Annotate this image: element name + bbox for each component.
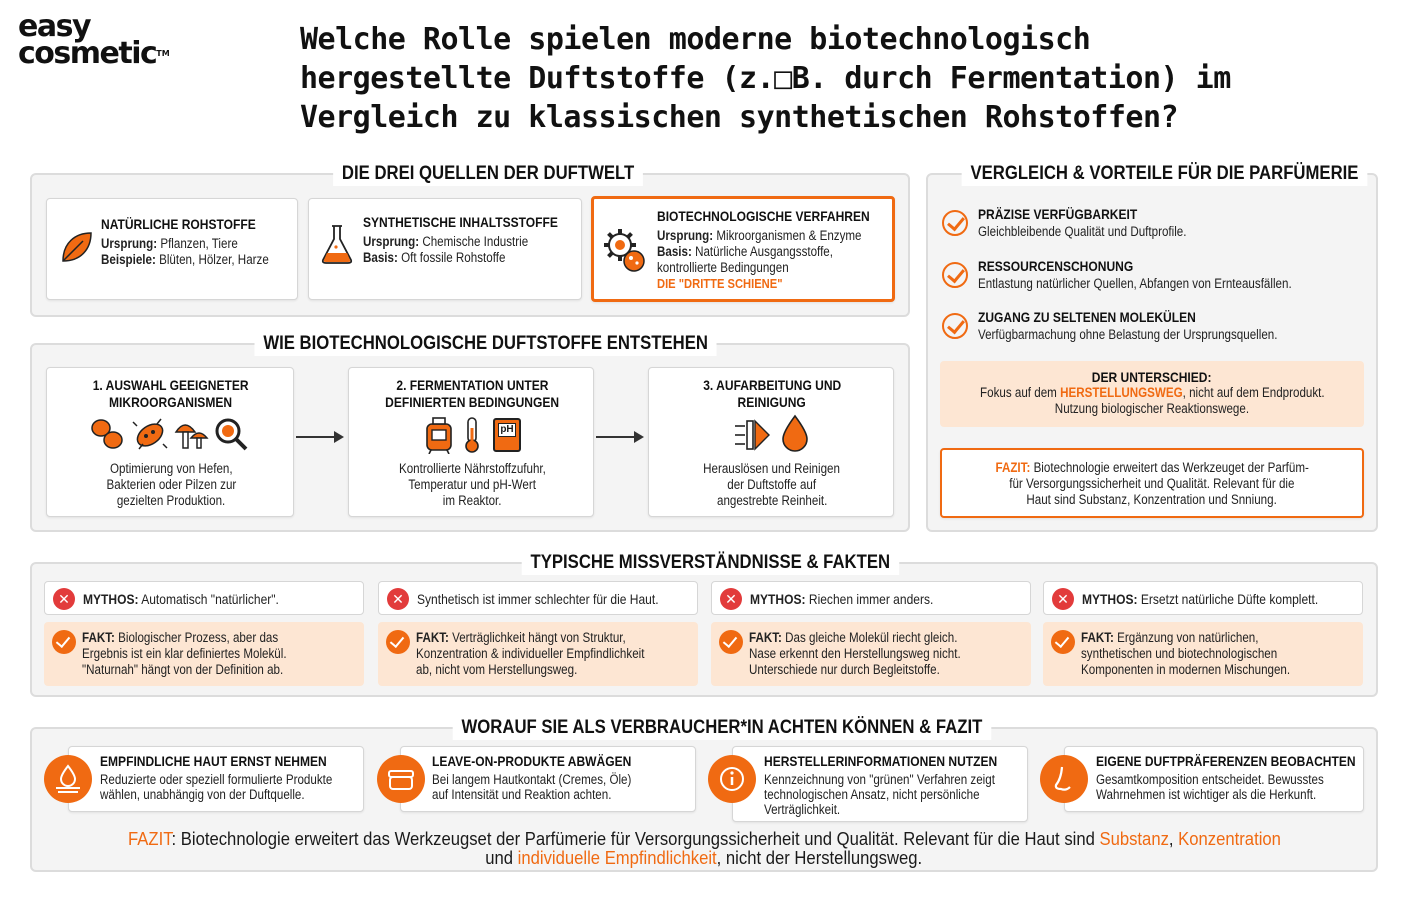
fact-text: FAKT: Das gleiche Molekül riecht gleich. xyxy=(749,630,958,645)
step-desc: Bakterien oder Pilzen zur xyxy=(106,477,236,492)
advantage-title: RESSOURCENSCHONUNG xyxy=(978,258,1134,274)
gear-microbe-icon xyxy=(600,225,650,275)
tip-text: Gesamtkomposition entscheidet. Bewusstes xyxy=(1096,772,1324,787)
fact-box xyxy=(44,622,364,686)
myth-text: MYTHOS: Ersetzt natürliche Düfte komplett. xyxy=(1082,591,1319,607)
myth-box xyxy=(44,581,364,615)
check-icon xyxy=(52,630,76,654)
process-step-2 xyxy=(348,367,594,517)
nose-icon xyxy=(1040,755,1088,803)
tip-title: LEAVE-ON-PRODUKTE ABWÄGEN xyxy=(432,753,632,769)
process-step-3 xyxy=(648,367,894,517)
flask-icon xyxy=(319,223,355,265)
process-arrow xyxy=(296,436,342,438)
step-title: 1. AUSWAHL GEEIGNETER xyxy=(93,377,249,393)
ph-meter-icon xyxy=(493,418,521,452)
filter-icon xyxy=(733,418,773,452)
myths-heading: TYPISCHE MISSVERSTÄNDNISSE & FAKTEN xyxy=(522,551,899,575)
magnifier-icon xyxy=(213,416,249,452)
check-icon xyxy=(1051,630,1075,654)
source-basis: Basis: Oft fossile Rohstoffe xyxy=(363,250,506,265)
cross-icon: ✕ xyxy=(720,588,742,610)
check-icon xyxy=(942,262,968,288)
fazit-text: FAZIT: Biotechnologie erweitert das Werkzeuget der Parfüm- xyxy=(995,460,1309,475)
check-icon xyxy=(719,630,743,654)
cross-icon: ✕ xyxy=(387,588,409,610)
fazit-text: Haut sind Substanz, Konzentration und Snniung. xyxy=(1026,492,1278,507)
source-title: SYNTHETISCHE INHALTSSTOFFE xyxy=(363,214,558,230)
advantage-text: Verfügbarmachung ohne Belastung der Ursprungsquellen. xyxy=(978,327,1278,342)
source-basis-cont: kontrollierte Bedingungen xyxy=(657,260,789,275)
ph-label: pH xyxy=(498,423,516,437)
process-step-1 xyxy=(46,367,294,517)
step-desc: der Duftstoffe auf xyxy=(727,477,817,492)
myth-box xyxy=(378,581,698,615)
myth-text: Synthetisch ist immer schlechter für die Haut. xyxy=(417,591,659,607)
logo-line-2: cosmetic™ xyxy=(18,36,170,71)
fact-text: ab, nicht vom Herstellungsweg. xyxy=(416,662,578,677)
tip-text: technologischen Ansatz, nicht persönliche xyxy=(764,787,980,802)
logo-line-1: easy xyxy=(18,9,91,44)
myth-text: MYTHOS: Automatisch "natürlicher". xyxy=(83,591,279,607)
step-desc: Temperatur und pH-Wert xyxy=(408,477,536,492)
cross-icon: ✕ xyxy=(1052,588,1074,610)
sources-heading: DIE DREI QUELLEN DER DUFTWELT xyxy=(333,162,643,186)
source-origin: Ursprung: Mikroorganismen & Enzyme xyxy=(657,228,862,243)
step-title-cont: MIKROORGANISMEN xyxy=(109,394,233,410)
step-title-cont: DEFINIERTEN BEDINGUNGEN xyxy=(385,394,559,410)
cream-jar-icon xyxy=(377,755,425,803)
tip-text: wählen, unabhängig von der Duftquelle. xyxy=(100,787,305,802)
advantage-text: Entlastung natürlicher Quellen, Abfangen von Ernteausfällen. xyxy=(978,276,1292,291)
myth-box xyxy=(1043,581,1363,615)
source-origin: Ursprung: Pflanzen, Tiere xyxy=(101,236,238,251)
fact-text: FAKT: Ergänzung von natürlichen, xyxy=(1081,630,1259,645)
advantage-title: ZUGANG ZU SELTENEN MOLEKÜLEN xyxy=(978,309,1196,325)
difference-text: Fokus auf dem HERSTELLUNGSWEG, nicht auf dem Endprodukt. xyxy=(979,385,1325,400)
step-desc: Herauslösen und Reinigen xyxy=(703,461,841,476)
page-title: Welche Rolle spielen moderne biotechnologisch hergestellte Duftstoffe (z.□B. durch Fermentation) im Vergleich zu klassischen synthetischen Rohstoffen? xyxy=(300,22,1231,135)
fazit-text: für Versorgungssicherheit und Qualität. Relevant für die xyxy=(1009,476,1295,491)
source-card-synthetic xyxy=(308,198,582,300)
cross-icon: ✕ xyxy=(53,588,75,610)
consumer-heading: WORAUF SIE ALS VERBRAUCHER*IN ACHTEN KÖNNEN & FAZIT xyxy=(453,716,991,740)
fact-box xyxy=(378,622,698,686)
tip-text: auf Intensität und Reaktion achten. xyxy=(432,787,612,802)
skin-drop-icon xyxy=(44,755,92,803)
tip-title: HERSTELLERINFORMATIONEN NUTZEN xyxy=(764,753,998,769)
fact-text: FAKT: Biologischer Prozess, aber das xyxy=(82,630,279,645)
check-icon xyxy=(942,313,968,339)
source-examples: Beispiele: Blüten, Hölzer, Harze xyxy=(101,252,269,267)
bottom-fazit: FAZIT: Biotechnologie erweitert das Werkzeugset der Parfümerie für Versorgungssicherheit und Qualität. Relevant für die Haut sind Substanz, Konzentration und individuelle Empfindlichkeit, nicht der Herstellungsweg. xyxy=(127,828,1281,868)
compare-fazit-box xyxy=(940,448,1364,518)
step-title-cont: REINIGUNG xyxy=(737,394,807,410)
info-icon xyxy=(708,755,756,803)
third-track-label: DIE "DRITTE SCHIENE" xyxy=(657,276,783,291)
step-desc: angestrebte Reinheit. xyxy=(716,493,828,508)
advantage-title: PRÄZISE VERFÜGBARKEIT xyxy=(978,206,1138,222)
fact-text: Nase erkennt den Herstellungsweg nicht. xyxy=(749,646,961,661)
mushroom-icon xyxy=(173,416,209,452)
difference-box xyxy=(940,361,1364,427)
bioreactor-icon xyxy=(423,416,455,454)
process-heading: WIE BIOTECHNOLOGISCHE DUFTSTOFFE ENTSTEHEN xyxy=(255,332,717,356)
myth-text: MYTHOS: Riechen immer anders. xyxy=(750,591,934,607)
source-basis: Basis: Natürliche Ausgangsstoffe, xyxy=(657,244,833,259)
tip-text: Verträglichkeit. xyxy=(764,802,841,817)
source-origin: Ursprung: Chemische Industrie xyxy=(363,234,529,249)
bacteria-icon xyxy=(131,416,169,452)
thermometer-icon xyxy=(461,416,483,454)
fact-box xyxy=(711,622,1031,686)
step-desc: gezielten Produktion. xyxy=(116,493,226,508)
difference-title: DER UNTERSCHIED: xyxy=(1092,369,1212,385)
yeast-cells-icon xyxy=(89,416,125,452)
fact-text: synthetischen und biotechnologischen xyxy=(1081,646,1278,661)
compare-heading: VERGLEICH & VORTEILE FÜR DIE PARFÜMERIE xyxy=(962,162,1368,186)
process-arrow xyxy=(596,436,642,438)
fact-text: Komponenten in modernen Mischungen. xyxy=(1081,662,1291,677)
leaf-icon xyxy=(59,229,95,265)
tip-text: Kennzeichnung von "grünen" Verfahren zeigt xyxy=(764,772,995,787)
source-card-natural xyxy=(46,198,298,300)
tip-text: Wahrnehmen ist wichtiger als die Herkunft. xyxy=(1096,787,1317,802)
check-icon xyxy=(386,630,410,654)
difference-text-2: Nutzung biologischer Reaktionswege. xyxy=(1054,401,1250,416)
step-desc: Optimierung von Hefen, xyxy=(109,461,233,476)
fact-box xyxy=(1043,622,1363,686)
step-desc: Kontrollierte Nährstoffzufuhr, xyxy=(398,461,546,476)
check-icon xyxy=(942,210,968,236)
tip-title: EMPFINDLICHE HAUT ERNST NEHMEN xyxy=(100,753,327,769)
droplet-icon xyxy=(781,414,809,452)
source-title: NATÜRLICHE ROHSTOFFE xyxy=(101,216,256,232)
advantage-text: Gleichbleibende Qualität und Duftprofile. xyxy=(978,224,1187,239)
source-title: BIOTECHNOLOGISCHE VERFAHREN xyxy=(657,208,870,224)
step-desc: im Reaktor. xyxy=(442,493,502,508)
fact-text: Unterschiede nur durch Begleitstoffe. xyxy=(749,662,940,677)
brand-logo xyxy=(18,9,188,74)
step-title: 3. AUFARBEITUNG UND xyxy=(702,377,842,393)
tip-title: EIGENE DUFTPRÄFERENZEN BEOBACHTEN xyxy=(1096,753,1356,769)
step-title: 2. FERMENTATION UNTER xyxy=(395,377,549,393)
tip-text: Reduzierte oder speziell formulierte Produkte xyxy=(100,772,333,787)
tip-text: Bei langem Hautkontakt (Cremes, Öle) xyxy=(432,772,632,787)
fact-text: "Naturnah" hängt von der Definition ab. xyxy=(82,662,284,677)
myth-box xyxy=(711,581,1031,615)
source-card-biotech xyxy=(591,196,895,302)
logo-tm: TM xyxy=(156,49,170,58)
fact-text: Konzentration & individueller Empfindlichkeit xyxy=(416,646,645,661)
fact-text: Ergebnis ist ein klar definiertes Molekül. xyxy=(82,646,287,661)
fact-text: FAKT: Verträglichkeit hängt von Struktur, xyxy=(416,630,626,645)
